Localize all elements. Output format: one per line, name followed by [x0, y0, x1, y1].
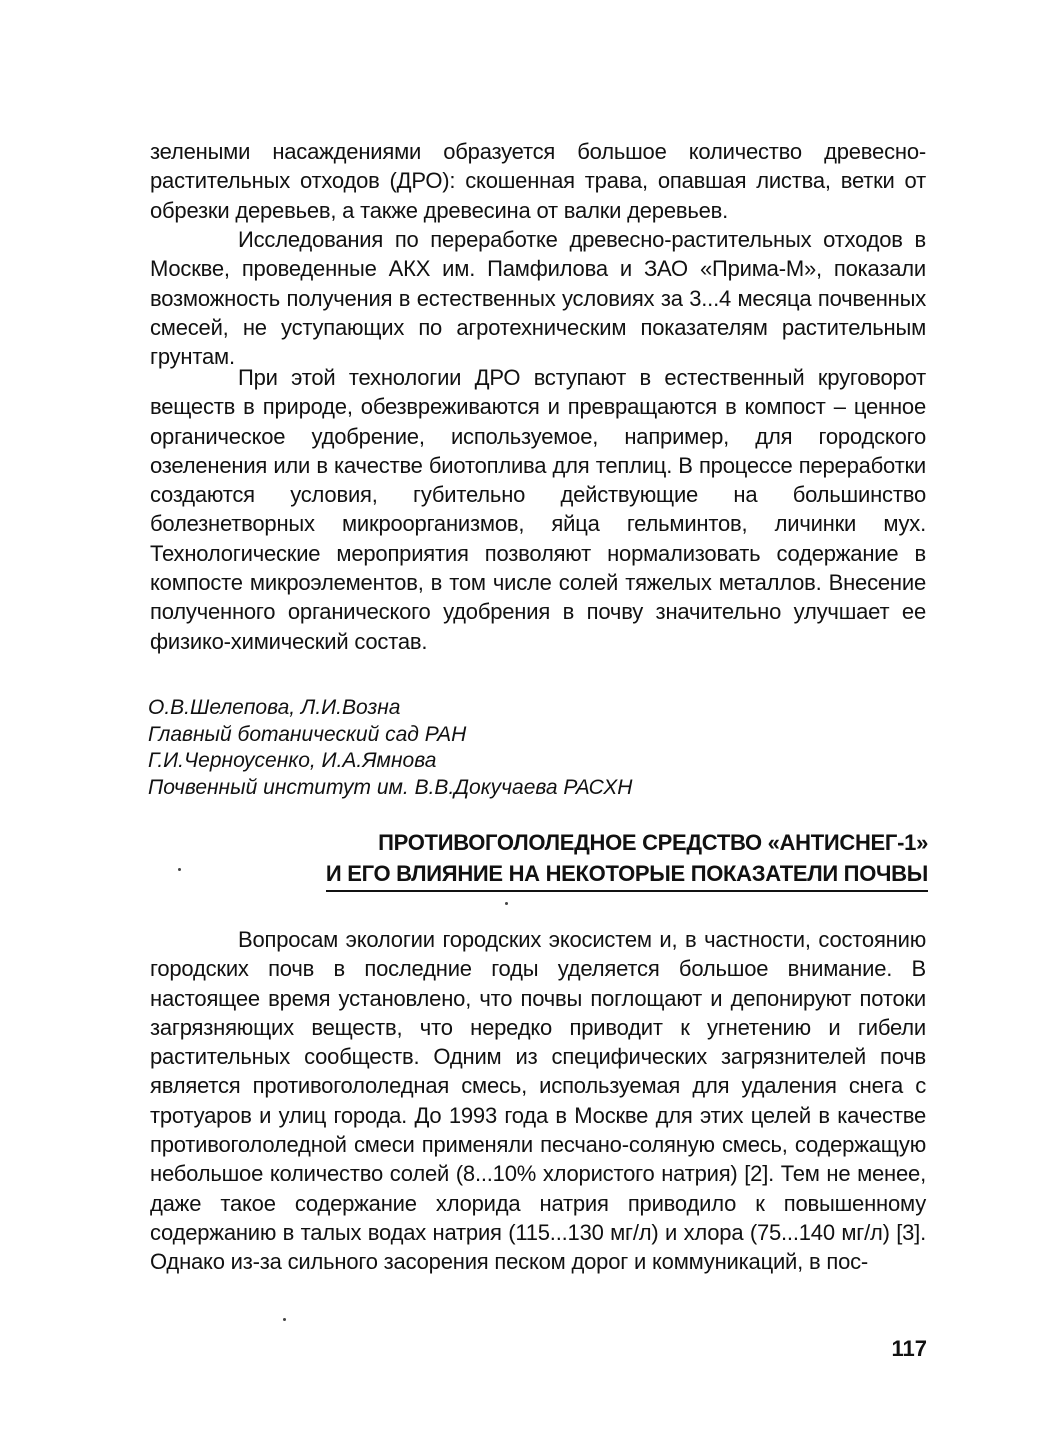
author-names-1: О.В.Шелепова, Л.И.Возна: [148, 696, 401, 719]
paragraph-urban-soils: Вопросам экологии городских экосистем и, в частности, состоянию городских почв в последние годы уделяется большое внимание. В настоящее время установлено, что почвы поглощают и депонируют потоки загрязняющих веществ, что нередко приводит к угнетению и гибели растительных сообществ. Одним из специфических загрязнителей почв является противогололедная смесь, используемая для удаления снега с тротуаров и улиц города. До 1993 года в Москве для этих целей в качестве противогололедной смеси применяли песчано-соляную смесь, содержащую небольшое количество солей (8...10% хлористого натрия) [2]. Тем не менее, даже такое содержание хлорида натрия приводило к повышенному содержанию в талых водах натрия (115...130 мг/л) и хлора (75...140 мг/л) [3]. Однако из-за сильного засорения песком дорог и коммуникаций, в пос-: [150, 927, 926, 1275]
paragraph-green-waste: зелеными насаждениями образуется большое количество древесно-растительных отходов (ДРО): скошенная трава, опавшая листва, ветки от обрезки деревьев, а также древесина от валки деревьев.: [150, 139, 926, 223]
scan-speck: [505, 902, 508, 905]
scan-speck: [283, 1318, 286, 1321]
paragraph-technology: При этой технологии ДРО вступают в естественный круговорот веществ в природе, обезвреживаются и превращаются в компост – ценное органическое удобрение, используемое, например, для городского озеленения или в качестве биотоплива для теплиц. В процессе переработки создаются условия, губительно действующие на большинство болезнетворных микроорганизмов, яйца гельминтов, личинки мух. Технологические мероприятия позволяют нормализовать содержание в компосте микроэлементов, в том числе солей тяжелых металлов. Внесение полученного органического удобрения в почву значительно улучшает ее физико-химический состав.: [150, 365, 926, 654]
author-names-2: Г.И.Черноусенко, И.А.Ямнова: [148, 749, 437, 772]
page-number: 117: [891, 1336, 927, 1361]
article-title-line-1: ПРОТИВОГОЛОЛЕДНОЕ СРЕДСТВО «АНТИСНЕГ-1»: [378, 830, 928, 855]
scan-speck: [178, 868, 181, 871]
author-affiliation-1: Главный ботанический сад РАН: [148, 722, 467, 746]
article-title: [220, 827, 928, 892]
author-affiliation-2: Почвенный институт им. В.В.Докучаева РАСХН: [148, 775, 633, 799]
paragraph-research: Исследования по переработке древесно-растительных отходов в Москве, проведенные АКХ им. Памфилова и ЗАО «Прима-М», показали возможность получения в естественных условиях за 3...4 месяца почвенных смесей, не уступающих по агротехническим показателям растительным грунтам.: [150, 227, 926, 370]
author-block: [148, 695, 848, 801]
article-title-line-2: И ЕГО ВЛИЯНИЕ НА НЕКОТОРЫЕ ПОКАЗАТЕЛИ ПОЧВЫ: [326, 858, 928, 892]
